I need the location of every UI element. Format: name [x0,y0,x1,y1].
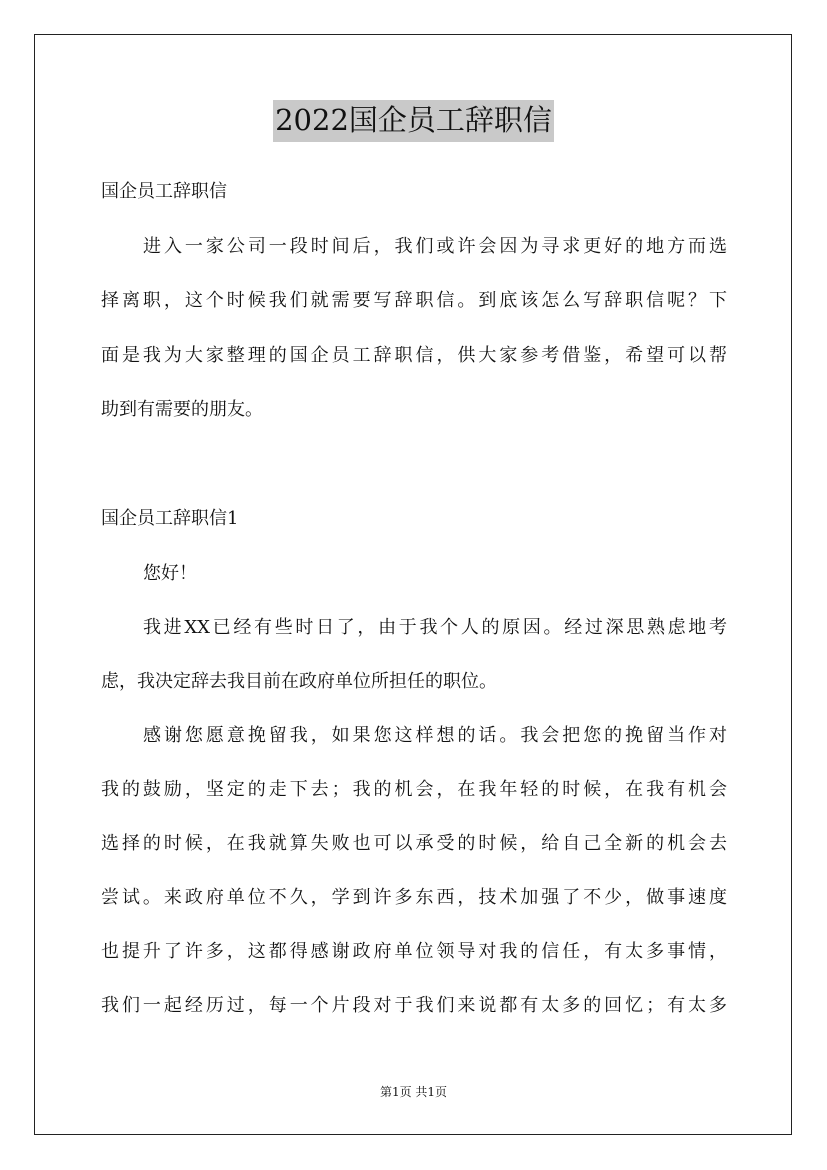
paragraph-line: 选择的时候，在我就算失败也可以承受的时候，给自己全新的机会去 [101,833,727,854]
salutation: 您好！ [143,563,197,584]
paragraph-line: 我进XX已经有些时日了，由于我个人的原因。经过深思熟虑地考 [143,617,727,638]
paragraph-line: 感谢您愿意挽留我，如果您这样想的话。我会把您的挽留当作对 [143,725,727,746]
paragraph-line: 我的鼓励，坚定的走下去；我的机会，在我年轻的时候，在我有机会 [101,779,727,800]
paragraph-line: 虑，我决定辞去我目前在政府单位所担任的职位。 [101,671,497,692]
page-footer: 第1页 共1页 [379,1085,448,1099]
document-title: 2022国企员工辞职信 [273,100,554,142]
section-heading: 国企员工辞职信 [101,181,227,202]
paragraph-line: 进入一家公司一段时间后，我们或许会因为寻求更好的地方而选 [143,236,727,257]
paragraph-line: 尝试。来政府单位不久，学到许多东西，技术加强了不少，做事速度 [101,887,727,908]
paragraph-line: 我们一起经历过，每一个片段对于我们来说都有太多的回忆；有太多 [101,995,727,1016]
section-heading: 国企员工辞职信1 [101,508,239,529]
document-title-wrap [0,100,827,142]
paragraph-line: 择离职，这个时候我们就需要写辞职信。到底该怎么写辞职信呢？下 [101,290,727,311]
paragraph-line: 也提升了许多，这都得感谢政府单位领导对我的信任，有太多事情， [101,941,727,962]
paragraph-line: 面是我为大家整理的国企员工辞职信，供大家参考借鉴，希望可以帮 [101,345,727,366]
paragraph-line: 助到有需要的朋友。 [101,399,263,420]
